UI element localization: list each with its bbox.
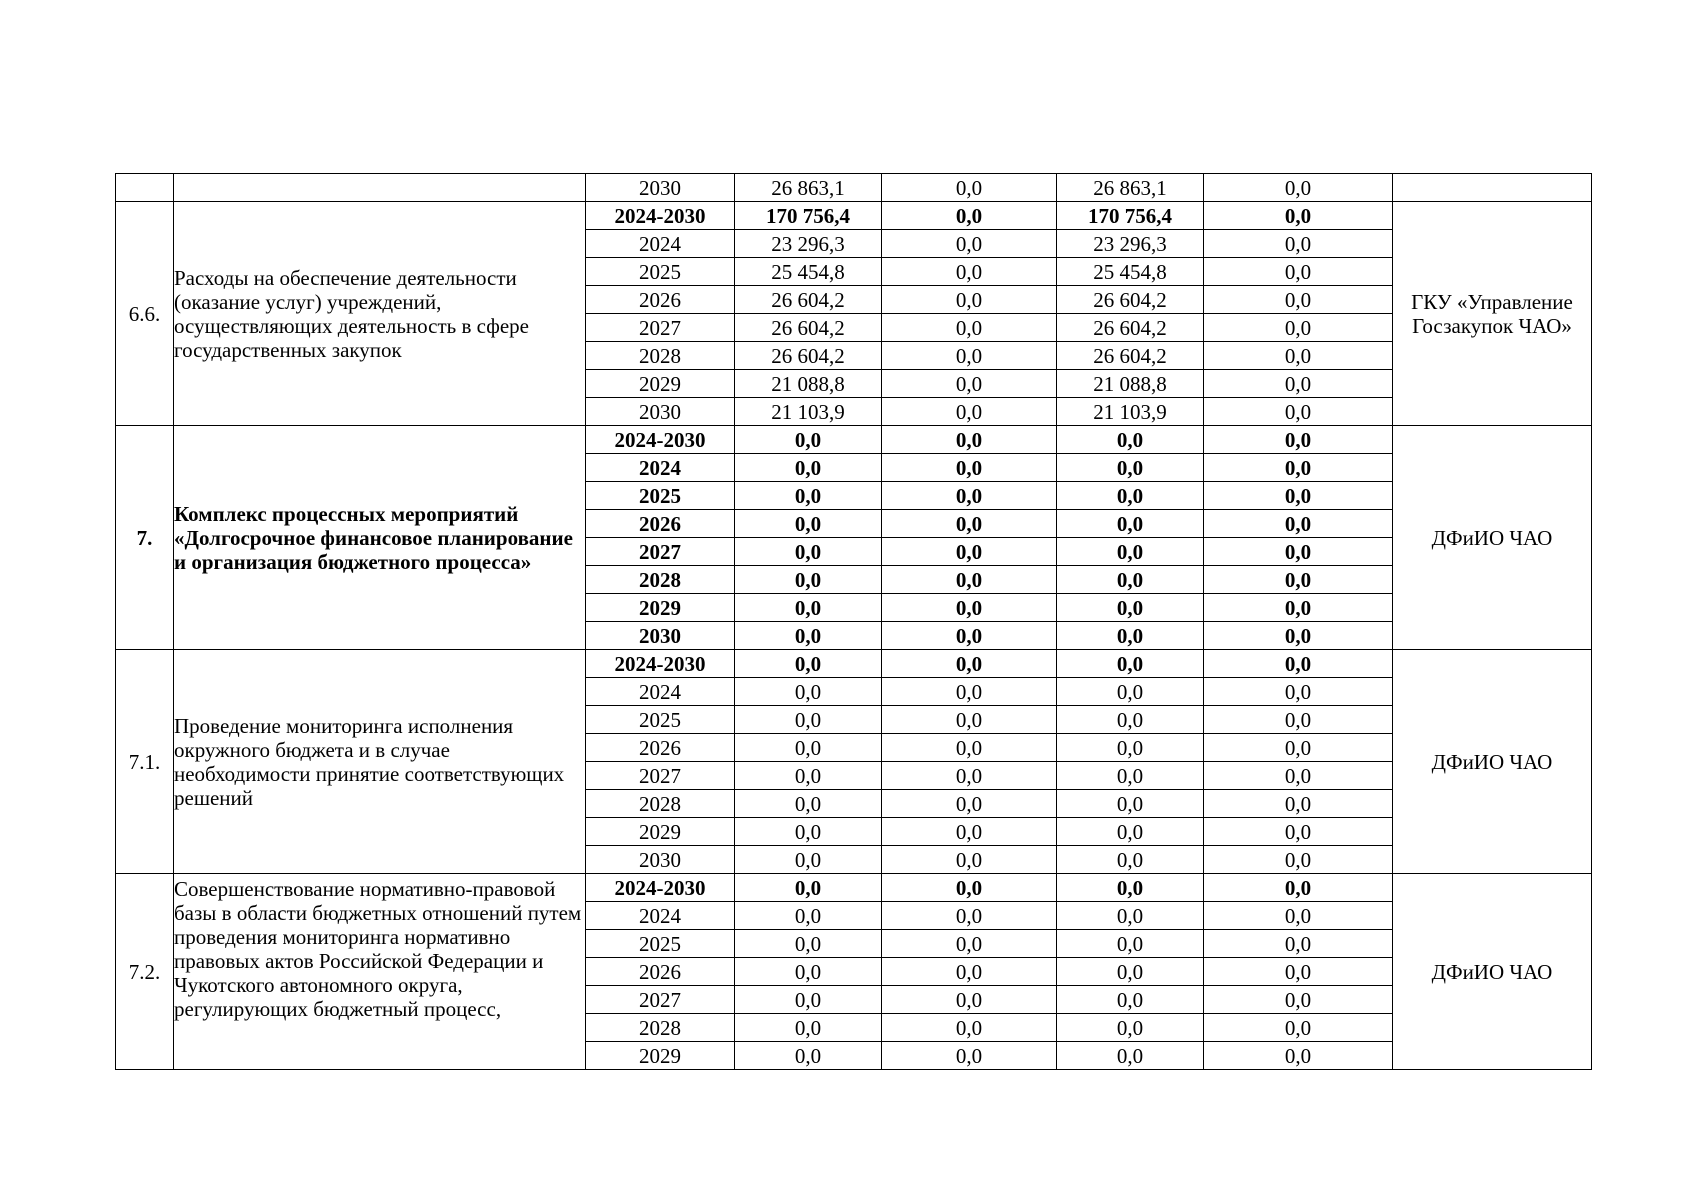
value-col2-cell: 0,0 xyxy=(882,426,1057,454)
item-number-cell: 6.6. xyxy=(116,202,174,426)
value-col3-cell: 26 604,2 xyxy=(1057,314,1204,342)
value-total-cell: 0,0 xyxy=(735,902,882,930)
item-number-cell: 7. xyxy=(116,426,174,650)
value-col3-cell: 0,0 xyxy=(1057,622,1204,650)
value-total-cell: 0,0 xyxy=(735,538,882,566)
value-col3-cell: 21 103,9 xyxy=(1057,398,1204,426)
value-total-cell: 21 088,8 xyxy=(735,370,882,398)
value-col4-cell: 0,0 xyxy=(1204,286,1393,314)
value-col3-cell: 21 088,8 xyxy=(1057,370,1204,398)
value-total-cell: 0,0 xyxy=(735,958,882,986)
year-cell: 2030 xyxy=(586,398,735,426)
year-cell: 2030 xyxy=(586,622,735,650)
value-total-cell: 0,0 xyxy=(735,790,882,818)
value-col3-cell: 0,0 xyxy=(1057,790,1204,818)
value-total-cell: 0,0 xyxy=(735,594,882,622)
responsible-cell: ДФиИО ЧАО xyxy=(1393,426,1592,650)
value-col4-cell: 0,0 xyxy=(1204,734,1393,762)
value-total-cell: 0,0 xyxy=(735,986,882,1014)
value-col4-cell: 0,0 xyxy=(1204,650,1393,678)
table-row xyxy=(116,874,1592,902)
value-total-cell: 0,0 xyxy=(735,1014,882,1042)
value-col2-cell: 0,0 xyxy=(882,566,1057,594)
value-col4-cell: 0,0 xyxy=(1204,314,1393,342)
value-col2-cell: 0,0 xyxy=(882,258,1057,286)
year-cell: 2025 xyxy=(586,930,735,958)
value-col2-cell: 0,0 xyxy=(882,510,1057,538)
year-cell: 2027 xyxy=(586,314,735,342)
value-col4-cell: 0,0 xyxy=(1204,706,1393,734)
value-col3-cell: 0,0 xyxy=(1057,930,1204,958)
value-col2-cell: 0,0 xyxy=(882,1042,1057,1070)
value-col2-cell: 0,0 xyxy=(882,762,1057,790)
value-total-cell: 0,0 xyxy=(735,846,882,874)
value-col3-cell: 0,0 xyxy=(1057,734,1204,762)
value-col2-cell: 0,0 xyxy=(882,1014,1057,1042)
value-col4-cell: 0,0 xyxy=(1204,342,1393,370)
year-cell: 2027 xyxy=(586,986,735,1014)
value-total-cell: 0,0 xyxy=(735,650,882,678)
value-col3-cell: 0,0 xyxy=(1057,902,1204,930)
responsible-cell: ДФиИО ЧАО xyxy=(1393,650,1592,874)
value-col2-cell: 0,0 xyxy=(882,174,1057,202)
year-cell: 2030 xyxy=(586,846,735,874)
year-cell: 2026 xyxy=(586,734,735,762)
value-col2-cell: 0,0 xyxy=(882,650,1057,678)
year-cell: 2024-2030 xyxy=(586,202,735,230)
value-col4-cell: 0,0 xyxy=(1204,566,1393,594)
value-col3-cell: 0,0 xyxy=(1057,1042,1204,1070)
item-name-cell: Совершенствование нормативно-правовой базы в области бюджетных отношений путем проведения мониторинга нормативно правовых актов Российской Федерации и Чукотского автономного округа, регулирующих бюджетный процесс, xyxy=(174,874,586,1070)
value-col2-cell: 0,0 xyxy=(882,342,1057,370)
value-total-cell: 0,0 xyxy=(735,454,882,482)
budget-table xyxy=(115,173,1592,1070)
value-col4-cell: 0,0 xyxy=(1204,370,1393,398)
year-cell: 2024-2030 xyxy=(586,426,735,454)
value-col4-cell: 0,0 xyxy=(1204,1014,1393,1042)
value-col4-cell: 0,0 xyxy=(1204,678,1393,706)
value-col2-cell: 0,0 xyxy=(882,398,1057,426)
year-cell: 2024-2030 xyxy=(586,874,735,902)
value-total-cell: 21 103,9 xyxy=(735,398,882,426)
table-row xyxy=(116,174,1592,202)
value-col4-cell: 0,0 xyxy=(1204,202,1393,230)
value-col2-cell: 0,0 xyxy=(882,538,1057,566)
value-col4-cell: 0,0 xyxy=(1204,622,1393,650)
value-total-cell: 26 604,2 xyxy=(735,314,882,342)
value-total-cell: 0,0 xyxy=(735,706,882,734)
value-col2-cell: 0,0 xyxy=(882,594,1057,622)
value-total-cell: 170 756,4 xyxy=(735,202,882,230)
item-number-cell xyxy=(116,174,174,202)
table-row xyxy=(116,650,1592,678)
year-cell: 2024 xyxy=(586,902,735,930)
value-col2-cell: 0,0 xyxy=(882,930,1057,958)
year-cell: 2025 xyxy=(586,258,735,286)
year-cell: 2028 xyxy=(586,1014,735,1042)
year-cell: 2029 xyxy=(586,1042,735,1070)
value-total-cell: 0,0 xyxy=(735,678,882,706)
value-col3-cell: 0,0 xyxy=(1057,678,1204,706)
value-col4-cell: 0,0 xyxy=(1204,1042,1393,1070)
value-col4-cell: 0,0 xyxy=(1204,454,1393,482)
value-col3-cell: 26 604,2 xyxy=(1057,342,1204,370)
value-col2-cell: 0,0 xyxy=(882,230,1057,258)
value-col3-cell: 0,0 xyxy=(1057,454,1204,482)
value-col2-cell: 0,0 xyxy=(882,790,1057,818)
year-cell: 2024 xyxy=(586,454,735,482)
value-col4-cell: 0,0 xyxy=(1204,958,1393,986)
value-col4-cell: 0,0 xyxy=(1204,174,1393,202)
table-body xyxy=(116,174,1592,1070)
year-cell: 2028 xyxy=(586,342,735,370)
value-col2-cell: 0,0 xyxy=(882,818,1057,846)
year-cell: 2024 xyxy=(586,230,735,258)
value-col3-cell: 0,0 xyxy=(1057,482,1204,510)
item-name-cell: Комплекс процессных мероприятий «Долгосрочное финансовое планирование и организация бюджетного процесса» xyxy=(174,426,586,650)
year-cell: 2027 xyxy=(586,762,735,790)
value-total-cell: 25 454,8 xyxy=(735,258,882,286)
value-col2-cell: 0,0 xyxy=(882,846,1057,874)
value-col3-cell: 0,0 xyxy=(1057,762,1204,790)
value-col2-cell: 0,0 xyxy=(882,622,1057,650)
value-total-cell: 0,0 xyxy=(735,426,882,454)
responsible-cell: ГКУ «Управление Госзакупок ЧАО» xyxy=(1393,202,1592,426)
value-total-cell: 0,0 xyxy=(735,762,882,790)
value-col4-cell: 0,0 xyxy=(1204,538,1393,566)
item-name-cell: Расходы на обеспечение деятельности (оказание услуг) учреждений, осуществляющих деятельность в сфере государственных закупок xyxy=(174,202,586,426)
value-total-cell: 26 604,2 xyxy=(735,286,882,314)
year-cell: 2026 xyxy=(586,510,735,538)
value-col4-cell: 0,0 xyxy=(1204,790,1393,818)
value-col3-cell: 0,0 xyxy=(1057,846,1204,874)
year-cell: 2028 xyxy=(586,790,735,818)
value-col2-cell: 0,0 xyxy=(882,902,1057,930)
item-number-cell: 7.2. xyxy=(116,874,174,1070)
value-col3-cell: 0,0 xyxy=(1057,986,1204,1014)
value-col4-cell: 0,0 xyxy=(1204,846,1393,874)
year-cell: 2026 xyxy=(586,286,735,314)
year-cell: 2029 xyxy=(586,370,735,398)
value-col4-cell: 0,0 xyxy=(1204,874,1393,902)
value-total-cell: 0,0 xyxy=(735,482,882,510)
value-col3-cell: 25 454,8 xyxy=(1057,258,1204,286)
table-row xyxy=(116,426,1592,454)
value-col4-cell: 0,0 xyxy=(1204,818,1393,846)
value-col2-cell: 0,0 xyxy=(882,706,1057,734)
item-number-cell: 7.1. xyxy=(116,650,174,874)
value-col3-cell: 26 863,1 xyxy=(1057,174,1204,202)
value-col4-cell: 0,0 xyxy=(1204,510,1393,538)
value-col4-cell: 0,0 xyxy=(1204,762,1393,790)
year-cell: 2030 xyxy=(586,174,735,202)
value-col2-cell: 0,0 xyxy=(882,202,1057,230)
year-cell: 2024-2030 xyxy=(586,650,735,678)
year-cell: 2029 xyxy=(586,818,735,846)
responsible-cell: ДФиИО ЧАО xyxy=(1393,874,1592,1070)
value-total-cell: 0,0 xyxy=(735,510,882,538)
value-col3-cell: 0,0 xyxy=(1057,650,1204,678)
year-cell: 2028 xyxy=(586,566,735,594)
value-col4-cell: 0,0 xyxy=(1204,902,1393,930)
responsible-cell xyxy=(1393,174,1592,202)
value-total-cell: 0,0 xyxy=(735,818,882,846)
item-name-cell xyxy=(174,174,586,202)
value-col4-cell: 0,0 xyxy=(1204,230,1393,258)
value-col3-cell: 0,0 xyxy=(1057,510,1204,538)
value-total-cell: 0,0 xyxy=(735,1042,882,1070)
value-col3-cell: 0,0 xyxy=(1057,706,1204,734)
value-col4-cell: 0,0 xyxy=(1204,258,1393,286)
value-total-cell: 26 604,2 xyxy=(735,342,882,370)
value-col2-cell: 0,0 xyxy=(882,370,1057,398)
value-col3-cell: 0,0 xyxy=(1057,1014,1204,1042)
value-col2-cell: 0,0 xyxy=(882,958,1057,986)
value-col2-cell: 0,0 xyxy=(882,482,1057,510)
year-cell: 2025 xyxy=(586,706,735,734)
value-total-cell: 0,0 xyxy=(735,734,882,762)
value-col3-cell: 0,0 xyxy=(1057,538,1204,566)
value-col3-cell: 0,0 xyxy=(1057,874,1204,902)
year-cell: 2025 xyxy=(586,482,735,510)
year-cell: 2026 xyxy=(586,958,735,986)
value-col2-cell: 0,0 xyxy=(882,314,1057,342)
value-col2-cell: 0,0 xyxy=(882,454,1057,482)
value-col2-cell: 0,0 xyxy=(882,986,1057,1014)
year-cell: 2024 xyxy=(586,678,735,706)
value-col4-cell: 0,0 xyxy=(1204,930,1393,958)
value-col4-cell: 0,0 xyxy=(1204,426,1393,454)
value-col2-cell: 0,0 xyxy=(882,734,1057,762)
value-col3-cell: 0,0 xyxy=(1057,818,1204,846)
value-col2-cell: 0,0 xyxy=(882,286,1057,314)
value-total-cell: 0,0 xyxy=(735,874,882,902)
value-total-cell: 26 863,1 xyxy=(735,174,882,202)
value-col4-cell: 0,0 xyxy=(1204,398,1393,426)
value-total-cell: 0,0 xyxy=(735,622,882,650)
value-col3-cell: 0,0 xyxy=(1057,958,1204,986)
value-col3-cell: 170 756,4 xyxy=(1057,202,1204,230)
value-col4-cell: 0,0 xyxy=(1204,482,1393,510)
value-total-cell: 23 296,3 xyxy=(735,230,882,258)
value-col4-cell: 0,0 xyxy=(1204,594,1393,622)
year-cell: 2029 xyxy=(586,594,735,622)
table-row xyxy=(116,202,1592,230)
value-col4-cell: 0,0 xyxy=(1204,986,1393,1014)
value-total-cell: 0,0 xyxy=(735,930,882,958)
value-col2-cell: 0,0 xyxy=(882,874,1057,902)
value-col3-cell: 0,0 xyxy=(1057,426,1204,454)
value-col3-cell: 26 604,2 xyxy=(1057,286,1204,314)
year-cell: 2027 xyxy=(586,538,735,566)
value-col3-cell: 23 296,3 xyxy=(1057,230,1204,258)
value-col3-cell: 0,0 xyxy=(1057,594,1204,622)
value-col3-cell: 0,0 xyxy=(1057,566,1204,594)
value-col2-cell: 0,0 xyxy=(882,678,1057,706)
item-name-cell: Проведение мониторинга исполнения окружного бюджета и в случае необходимости принятие соответствующих решений xyxy=(174,650,586,874)
value-total-cell: 0,0 xyxy=(735,566,882,594)
